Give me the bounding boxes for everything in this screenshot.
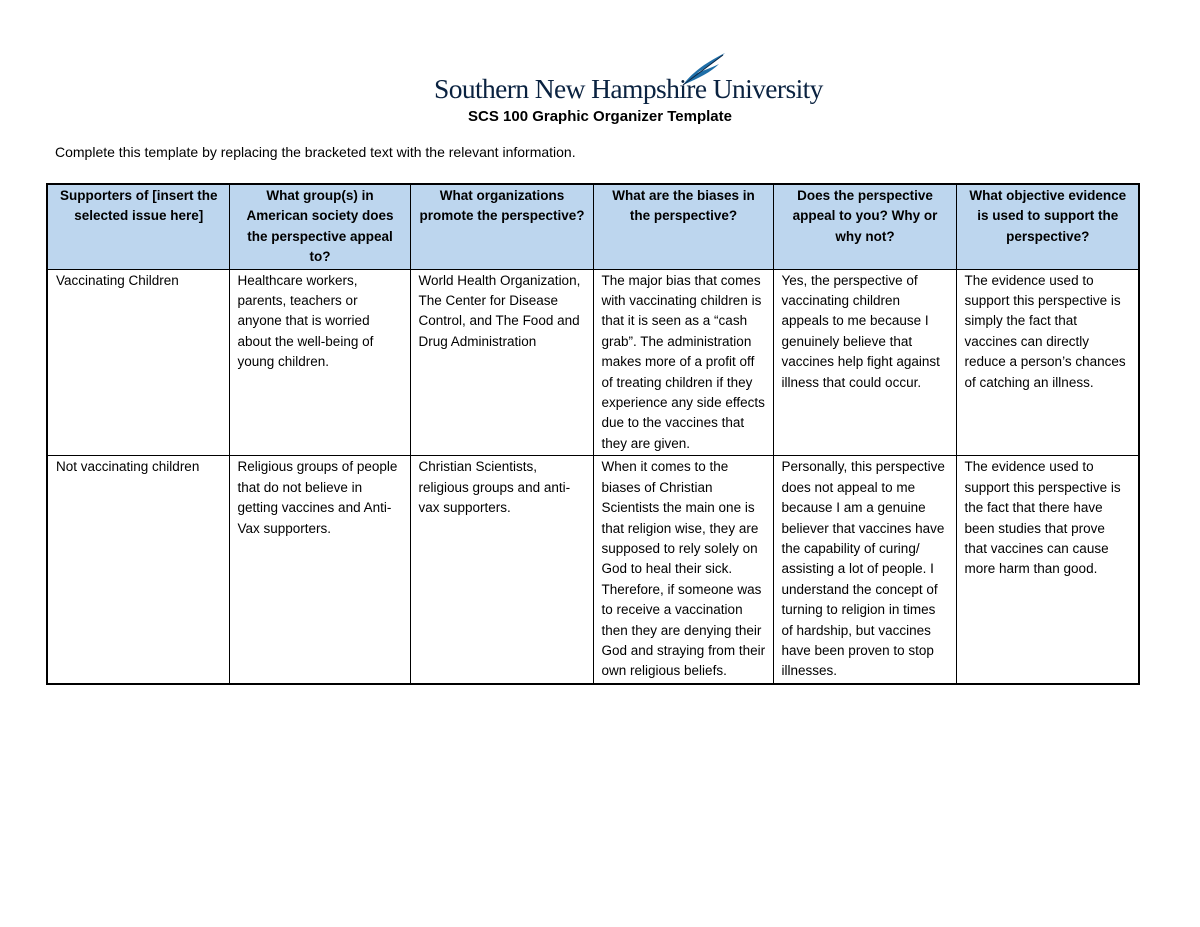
table-cell: Religious groups of people that do not believe in getting vaccines and Anti-Vax supporters. [229,456,410,684]
table-cell: The evidence used to support this perspective is simply the fact that vaccines can directly reduce a person’s chances of catching an illness. [956,269,1139,456]
table-cell: World Health Organization, The Center for Disease Control, and The Food and Drug Administration [410,269,593,456]
column-header: What organizations promote the perspective? [410,184,593,269]
document-title: SCS 100 Graphic Organizer Template [468,108,732,125]
table-cell: Healthcare workers, parents, teachers or anyone that is worried about the well-being of young children. [229,269,410,456]
table-cell: Personally, this perspective does not appeal to me because I am a genuine believer that vaccines have the capability of curing/ assisting a lot of people. I understand the concept of turning to religion in times of hardship, but vaccines have been proven to stop illnesses. [773,456,956,684]
column-header: Supporters of [insert the selected issue here] [47,184,229,269]
organizer-grid [46,183,1140,685]
table-cell: Not vaccinating children [47,456,229,684]
table-cell: The evidence used to support this perspective is the fact that there have been studies that prove that vaccines can cause more harm than good. [956,456,1139,684]
graphic-organizer-table [46,183,1138,685]
table-row [47,269,1139,456]
table-cell: The major bias that comes with vaccinating children is that it is seen as a “cash grab”. The administration makes more of a profit off of treating children if they experience any side effects due to the vaccines that they are given. [593,269,773,456]
table-row [47,456,1139,684]
column-header: What objective evidence is used to support the perspective? [956,184,1139,269]
table-cell: Yes, the perspective of vaccinating children appeals to me because I genuinely believe that vaccines help fight against illness that could occur. [773,269,956,456]
table-cell: Vaccinating Children [47,269,229,456]
column-header: What group(s) in American society does the perspective appeal to? [229,184,410,269]
university-logo [434,52,823,106]
instructions-text: Complete this template by replacing the bracketed text with the relevant information. [55,144,576,160]
column-header: Does the perspective appeal to you? Why or why not? [773,184,956,269]
table-cell: When it comes to the biases of Christian Scientists the main one is that religion wise, they are supposed to rely solely on God to heal their sick. Therefore, if someone was to receive a vaccination then they are denying their God and straying from their own religious beliefs. [593,456,773,684]
header-row [47,184,1139,269]
table-cell: Christian Scientists, religious groups and anti-vax supporters. [410,456,593,684]
column-header: What are the biases in the perspective? [593,184,773,269]
university-name: Southern New Hampshire University [434,72,823,104]
